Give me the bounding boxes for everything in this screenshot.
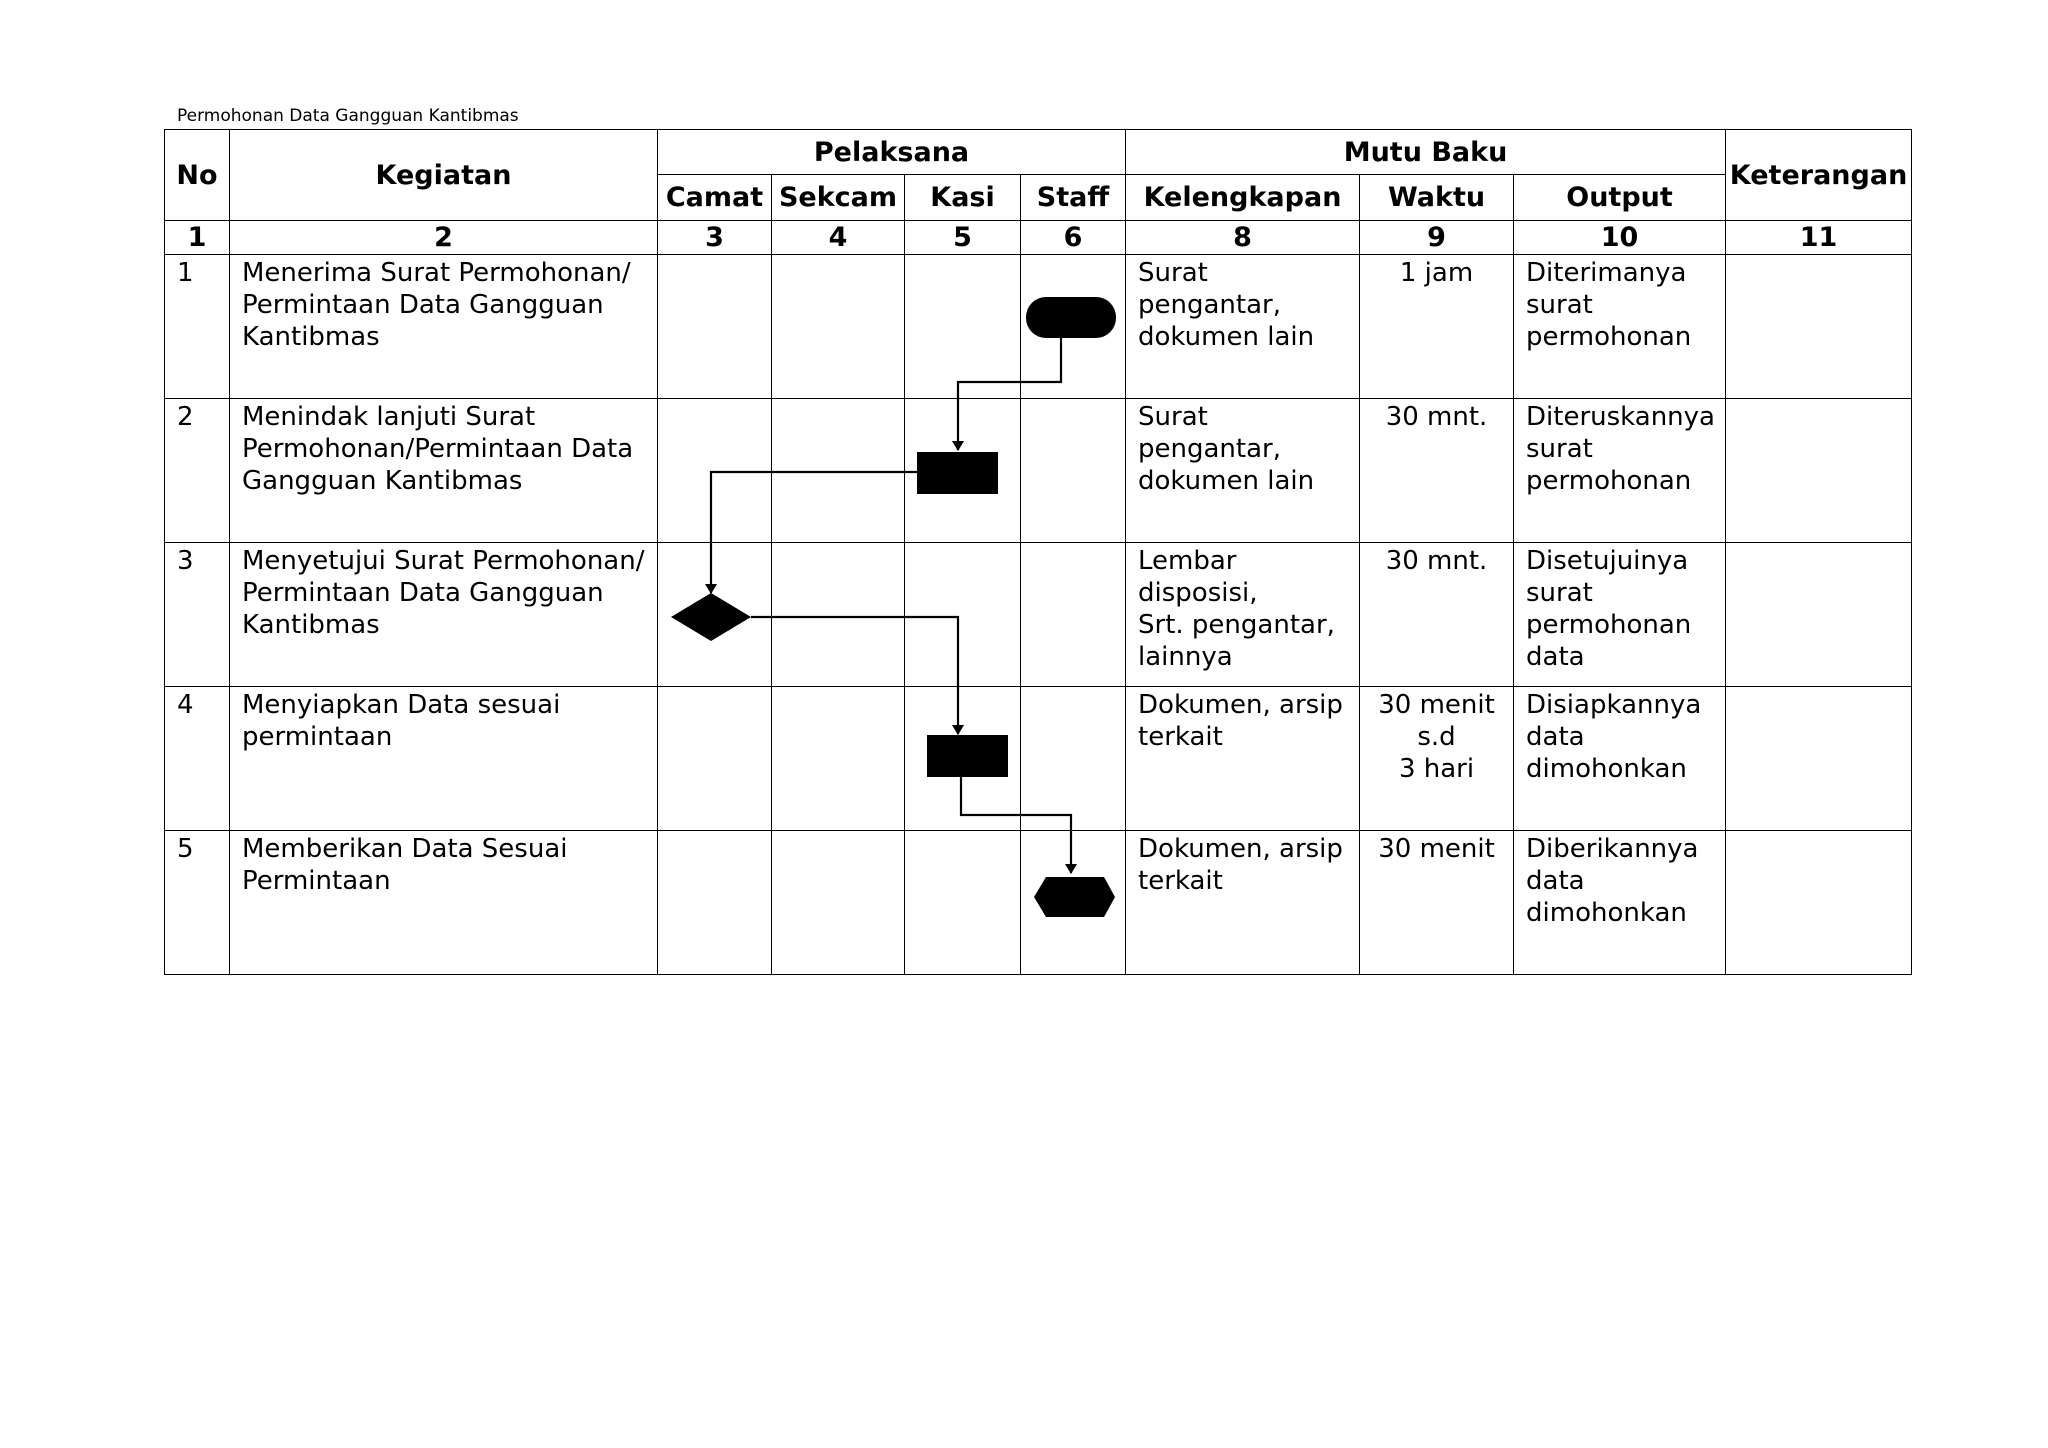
activity-line: Kantibmas (242, 610, 380, 640)
header-staff: Staff (1021, 175, 1126, 221)
output-line: data (1526, 722, 1585, 752)
output-line: permohonan (1526, 322, 1692, 352)
staff-cell (1021, 399, 1126, 543)
kelengkapan-cell (1126, 255, 1360, 399)
header-keterangan: Keterangan (1726, 130, 1912, 221)
activity-cell (230, 831, 658, 975)
header-waktu: Waktu (1360, 175, 1514, 221)
output-line: surat (1526, 434, 1593, 464)
activity-line: Menindak lanjuti Surat (242, 402, 536, 432)
kasi-cell (905, 831, 1021, 975)
kelengkapan-line: dokumen lain (1138, 322, 1315, 352)
output-line: dimohonkan (1526, 898, 1687, 928)
column-number: 2 (230, 221, 658, 255)
sekcam-cell (772, 255, 905, 399)
row-number: 3 (165, 543, 230, 687)
output-line: dimohonkan (1526, 754, 1687, 784)
kelengkapan-line: terkait (1138, 866, 1223, 896)
header-no: No (165, 130, 230, 221)
output-line: data (1526, 642, 1585, 672)
activity-cell (230, 255, 658, 399)
header-sekcam: Sekcam (772, 175, 905, 221)
staff-cell (1021, 687, 1126, 831)
output-line: Disetujuinya (1526, 546, 1689, 576)
waktu-cell (1360, 831, 1514, 975)
activity-line: Permintaan Data Gangguan (242, 578, 604, 608)
header-mutu-baku: Mutu Baku (1126, 130, 1726, 175)
output-cell (1514, 831, 1726, 975)
column-number: 4 (772, 221, 905, 255)
waktu-line: s.d (1417, 722, 1456, 752)
header-kelengkapan: Kelengkapan (1126, 175, 1360, 221)
activity-line: Memberikan Data Sesuai (242, 834, 568, 864)
activity-line: Kantibmas (242, 322, 380, 352)
output-cell (1514, 255, 1726, 399)
output-cell (1514, 399, 1726, 543)
kelengkapan-cell (1126, 543, 1360, 687)
staff-cell (1021, 255, 1126, 399)
camat-cell (658, 543, 772, 687)
kelengkapan-line: Lembar disposisi, (1138, 546, 1258, 608)
waktu-cell (1360, 543, 1514, 687)
row-number: 1 (165, 255, 230, 399)
column-number: 8 (1126, 221, 1360, 255)
activity-line: Gangguan Kantibmas (242, 466, 523, 496)
kelengkapan-line: Dokumen, arsip (1138, 834, 1343, 864)
activity-line: Permintaan Data Gangguan (242, 290, 604, 320)
output-cell (1514, 543, 1726, 687)
staff-cell (1021, 543, 1126, 687)
table-row (165, 687, 1912, 831)
column-number: 11 (1726, 221, 1912, 255)
output-line: Diberikannya (1526, 834, 1699, 864)
sekcam-cell (772, 831, 905, 975)
activity-line: permintaan (242, 722, 393, 752)
kelengkapan-line: lainnya (1138, 642, 1233, 672)
waktu-cell (1360, 399, 1514, 543)
column-number: 9 (1360, 221, 1514, 255)
kelengkapan-line: Surat pengantar, (1138, 402, 1281, 464)
waktu-line: 30 mnt. (1385, 546, 1488, 576)
document-caption: Permohonan Data Gangguan Kantibmas (177, 106, 519, 126)
activity-line: Menerima Surat Permohonan/ (242, 258, 631, 288)
waktu-cell (1360, 687, 1514, 831)
kelengkapan-line: terkait (1138, 722, 1223, 752)
waktu-line: 30 mnt. (1385, 402, 1488, 432)
row-number: 4 (165, 687, 230, 831)
output-line: data (1526, 866, 1585, 896)
kelengkapan-cell (1126, 831, 1360, 975)
activity-cell (230, 543, 658, 687)
column-number: 5 (905, 221, 1021, 255)
column-number: 6 (1021, 221, 1126, 255)
kelengkapan-cell (1126, 399, 1360, 543)
camat-cell (658, 399, 772, 543)
table-row (165, 543, 1912, 687)
header-output: Output (1514, 175, 1726, 221)
kasi-cell (905, 543, 1021, 687)
output-line: permohonan (1526, 466, 1692, 496)
output-line: Diteruskannya (1526, 402, 1715, 432)
keterangan-cell (1726, 687, 1912, 831)
activity-cell (230, 399, 658, 543)
output-cell (1514, 687, 1726, 831)
kelengkapan-cell (1126, 687, 1360, 831)
kasi-cell (905, 687, 1021, 831)
kasi-cell (905, 255, 1021, 399)
activity-line: Menyiapkan Data sesuai (242, 690, 561, 720)
output-line: surat (1526, 578, 1593, 608)
column-number: 10 (1514, 221, 1726, 255)
kasi-cell (905, 399, 1021, 543)
header-pelaksana: Pelaksana (658, 130, 1126, 175)
sekcam-cell (772, 687, 905, 831)
waktu-line: 30 menit (1378, 834, 1495, 864)
header-camat: Camat (658, 175, 772, 221)
row-number: 5 (165, 831, 230, 975)
activity-line: Menyetujui Surat Permohonan/ (242, 546, 645, 576)
kelengkapan-line: Surat pengantar, (1138, 258, 1281, 320)
activity-cell (230, 687, 658, 831)
kelengkapan-line: dokumen lain (1138, 466, 1315, 496)
row-number: 2 (165, 399, 230, 543)
keterangan-cell (1726, 543, 1912, 687)
output-line: Diterimanya (1526, 258, 1687, 288)
keterangan-cell (1726, 255, 1912, 399)
table-row (165, 399, 1912, 543)
output-line: Disiapkannya (1526, 690, 1702, 720)
header-kasi: Kasi (905, 175, 1021, 221)
kelengkapan-line: Srt. pengantar, (1138, 610, 1335, 640)
camat-cell (658, 831, 772, 975)
sekcam-cell (772, 399, 905, 543)
kelengkapan-line: Dokumen, arsip (1138, 690, 1343, 720)
activity-line: Permohonan/Permintaan Data (242, 434, 634, 464)
column-number: 1 (165, 221, 230, 255)
staff-cell (1021, 831, 1126, 975)
column-number-row (165, 221, 1912, 255)
header-kegiatan: Kegiatan (230, 130, 658, 221)
waktu-cell (1360, 255, 1514, 399)
table-row (165, 255, 1912, 399)
table-row (165, 831, 1912, 975)
waktu-line: 30 menit (1378, 690, 1495, 720)
keterangan-cell (1726, 831, 1912, 975)
output-line: permohonan (1526, 610, 1692, 640)
sekcam-cell (772, 543, 905, 687)
activity-line: Permintaan (242, 866, 391, 896)
output-line: surat (1526, 290, 1593, 320)
waktu-line: 3 hari (1398, 754, 1475, 784)
keterangan-cell (1726, 399, 1912, 543)
waktu-line: 1 jam (1399, 258, 1474, 288)
sop-table (164, 129, 1912, 975)
camat-cell (658, 255, 772, 399)
camat-cell (658, 687, 772, 831)
column-number: 3 (658, 221, 772, 255)
